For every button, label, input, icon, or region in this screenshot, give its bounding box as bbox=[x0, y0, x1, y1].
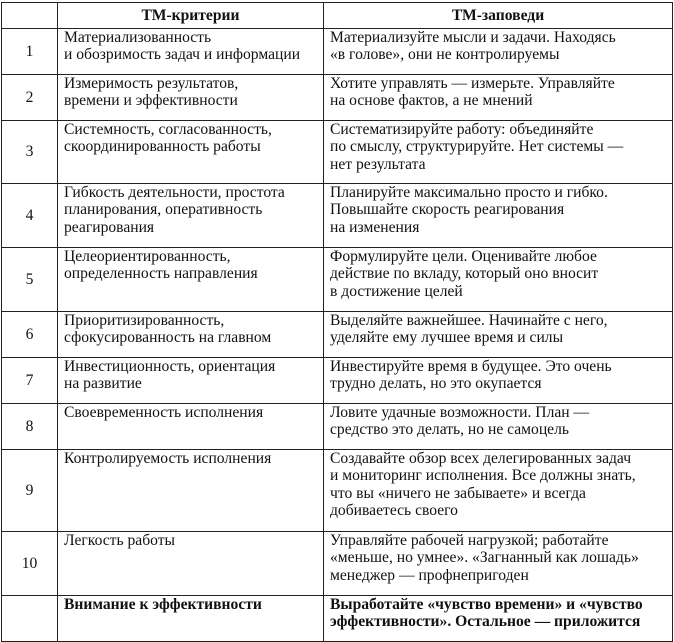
commandment-line: Ловите удачные возможности. План — bbox=[330, 404, 590, 421]
table-header-row bbox=[2, 3, 673, 29]
criterion-cell bbox=[58, 450, 324, 532]
criterion-line: Легкость работы bbox=[64, 532, 176, 549]
commandment-line: средство это делать, но не самоцель bbox=[330, 421, 569, 439]
row-number: 1 bbox=[2, 29, 58, 75]
table-row bbox=[2, 29, 673, 75]
criterion-cell bbox=[58, 532, 324, 596]
criterion-line: Целеориентированность, bbox=[64, 248, 231, 265]
commandment-line: по смыслу, структурируйте. Нет системы — bbox=[330, 138, 624, 156]
commandment-line: на изменения bbox=[330, 218, 420, 236]
commandment-line: менеджер — профнепригоден bbox=[330, 566, 529, 584]
criterion-line: сфокусированность на главном bbox=[64, 329, 272, 347]
criterion-line: скоординированность работы bbox=[64, 138, 261, 156]
row-number: 8 bbox=[2, 404, 58, 450]
criterion-line: Системность, согласованность, bbox=[64, 121, 272, 138]
table-row bbox=[2, 184, 673, 248]
commandment-cell bbox=[324, 532, 673, 596]
row-number: 4 bbox=[2, 184, 58, 248]
commandment-line: в достижение целей bbox=[330, 282, 463, 300]
commandment-cell bbox=[324, 184, 673, 248]
row-number: 9 bbox=[2, 450, 58, 532]
commandment-line: Повышайте скорость реагирования bbox=[330, 201, 565, 219]
criterion-cell bbox=[58, 358, 324, 404]
commandment-cell bbox=[324, 29, 673, 75]
row-number: 3 bbox=[2, 121, 58, 184]
criterion-line: Материализованность bbox=[64, 29, 212, 46]
commandment-line: уделяйте ему лучшее время и силы bbox=[330, 329, 564, 347]
commandment-line: Планируйте максимально просто и гибко. bbox=[330, 184, 608, 201]
criterion-line: Внимание к эффективности bbox=[64, 596, 262, 613]
commandment-line: на основе фактов, а не мнений bbox=[330, 92, 533, 110]
table-row bbox=[2, 248, 673, 312]
commandment-cell bbox=[324, 596, 673, 642]
commandment-line: Управляйте рабочей нагрузкой; работайте bbox=[330, 532, 609, 549]
commandment-line: Систематизируйте работу: объединяйте bbox=[330, 121, 594, 138]
table-row bbox=[2, 75, 673, 121]
commandment-line: добиваетесь своего bbox=[330, 502, 458, 520]
tm-criteria-table bbox=[1, 2, 673, 642]
criterion-line: Инвестиционность, ориентация bbox=[64, 358, 276, 375]
criterion-line: Измеримость результатов, bbox=[64, 75, 239, 92]
row-number: 5 bbox=[2, 248, 58, 312]
criterion-line: определенность направления bbox=[64, 265, 258, 283]
criterion-cell bbox=[58, 596, 324, 642]
commandment-line: «в голове», они не контролируемы bbox=[330, 46, 560, 64]
criterion-cell bbox=[58, 184, 324, 248]
commandment-line: действие по вкладу, который оно вносит bbox=[330, 265, 599, 283]
row-number: 7 bbox=[2, 358, 58, 404]
commandment-line: что вы «ничего не забываете» и всегда bbox=[330, 484, 586, 502]
commandment-line: трудно делать, но это окупается bbox=[330, 375, 542, 393]
commandment-line: и мониторинг исполнения. Все должны знать, bbox=[330, 467, 636, 485]
commandment-cell bbox=[324, 404, 673, 450]
criterion-cell bbox=[58, 312, 324, 358]
header-commandments: ТМ-заповеди bbox=[324, 3, 673, 29]
criterion-line: Приоритизированность, bbox=[64, 312, 225, 329]
header-criteria: ТМ-критерии bbox=[58, 3, 324, 29]
commandment-line: Инвестируйте время в будущее. Это очень bbox=[330, 358, 612, 375]
commandment-line: нет результата bbox=[330, 155, 426, 173]
row-number: 6 bbox=[2, 312, 58, 358]
criterion-cell bbox=[58, 75, 324, 121]
commandment-cell bbox=[324, 358, 673, 404]
criterion-cell bbox=[58, 248, 324, 312]
criterion-line: Гибкость деятельности, простота bbox=[64, 184, 285, 201]
criterion-line: времени и эффективности bbox=[64, 92, 238, 110]
criterion-line: реагирования bbox=[64, 218, 155, 236]
criterion-cell bbox=[58, 121, 324, 184]
commandment-line: Хотите управлять — измерьте. Управляйте bbox=[330, 75, 615, 92]
table-row bbox=[2, 312, 673, 358]
criterion-line: и обозримость задач и информации bbox=[64, 46, 301, 64]
criterion-line: планирования, оперативность bbox=[64, 201, 263, 219]
criterion-cell bbox=[58, 404, 324, 450]
commandment-cell bbox=[324, 450, 673, 532]
table-row bbox=[2, 450, 673, 532]
row-number: 10 bbox=[2, 532, 58, 596]
commandment-line: Создавайте обзор всех делегированных задач bbox=[330, 450, 632, 467]
header-num bbox=[2, 3, 58, 29]
criterion-cell bbox=[58, 29, 324, 75]
commandment-cell bbox=[324, 248, 673, 312]
commandment-line: Выделяйте важнейшее. Начинайте с него, bbox=[330, 312, 608, 329]
commandment-line: «меньше, но умнее». «Загнанный как лошадь» bbox=[330, 549, 639, 567]
commandment-line: Выработайте «чувство времени» и «чувство bbox=[330, 596, 643, 613]
criterion-line: Контролируемость исполнения bbox=[64, 450, 272, 467]
criterion-line: Своевременность исполнения bbox=[64, 404, 264, 421]
commandment-cell bbox=[324, 121, 673, 184]
commandment-line: эффективности». Остальное — приложится bbox=[330, 613, 641, 631]
commandment-cell bbox=[324, 312, 673, 358]
commandment-line: Формулируйте цели. Оценивайте любое bbox=[330, 248, 597, 265]
table-row bbox=[2, 358, 673, 404]
commandment-line: Материализуйте мысли и задачи. Находясь bbox=[330, 29, 616, 46]
table-row-summary bbox=[2, 596, 673, 642]
table-row bbox=[2, 532, 673, 596]
row-number: 2 bbox=[2, 75, 58, 121]
table-row bbox=[2, 121, 673, 184]
table-row bbox=[2, 404, 673, 450]
criterion-line: на развитие bbox=[64, 375, 142, 393]
row-number bbox=[2, 596, 58, 642]
commandment-cell bbox=[324, 75, 673, 121]
